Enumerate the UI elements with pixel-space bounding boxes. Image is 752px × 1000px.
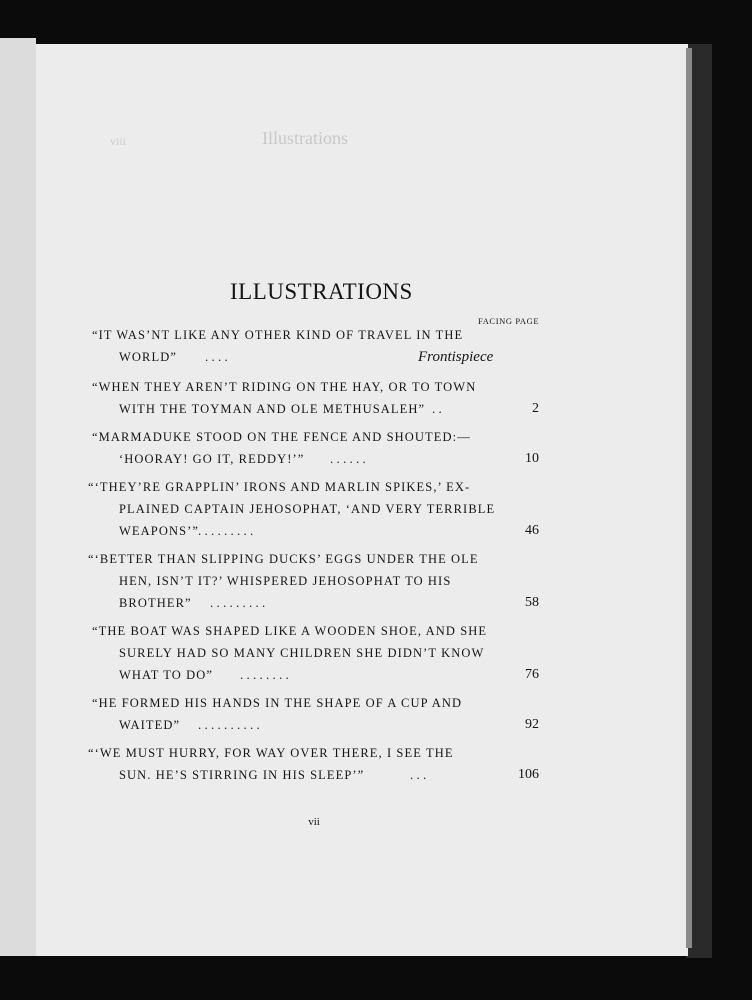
entry-line: WEAPONS’” — [119, 524, 200, 538]
entry-line: BROTHER” — [119, 596, 192, 610]
page-title: ILLUSTRATIONS — [230, 279, 413, 304]
entry-line: “WHEN THEY AREN’T RIDING ON THE HAY, OR TO TOWN — [92, 380, 477, 394]
left-page-edge — [0, 38, 36, 956]
page-block-edge — [686, 48, 692, 948]
entry-page-number: 46 — [525, 523, 539, 538]
entry-page-number: 106 — [518, 767, 539, 782]
entry-line: “‘THEY’RE GRAPPLIN’ IRONS AND MARLIN SPIKES,’ EX- — [88, 480, 471, 494]
entry-line: “‘BETTER THAN SLIPPING DUCKS’ EGGS UNDER THE OLE — [88, 552, 479, 566]
page-folio: vii — [308, 816, 320, 828]
entry-page-number: 2 — [532, 401, 539, 416]
entry-line: “THE BOAT WAS SHAPED LIKE A WOODEN SHOE, AND SHE — [92, 624, 488, 638]
bleed-through-running-head: viii — [110, 134, 127, 148]
entry-line: WAITED” — [119, 718, 181, 732]
entry-line: ‘HOORAY! GO IT, REDDY!’” — [119, 452, 305, 466]
leader-dots: . . . . . . . . . — [210, 595, 266, 610]
entry-page-number: 76 — [525, 667, 539, 682]
leader-dots: . . . . . . . . . — [198, 523, 254, 538]
entry-line: “IT WAS’NT LIKE ANY OTHER KIND OF TRAVEL IN THE — [92, 328, 464, 342]
leader-dots: . . . . — [205, 349, 228, 364]
leader-dots: . . . . . . . . — [240, 667, 289, 682]
entry-line: SURELY HAD SO MANY CHILDREN SHE DIDN’T KNOW — [119, 646, 485, 660]
bleed-through-title: Illustrations — [262, 128, 348, 148]
entry-line: WITH THE TOYMAN AND OLE METHUSALEH” — [119, 402, 426, 416]
entry-line: HEN, ISN’T IT?’ WHISPERED JEHOSOPHAT TO HIS — [119, 574, 452, 588]
entry-line: WHAT TO DO” — [119, 668, 214, 682]
entry-page-number: 58 — [525, 595, 539, 610]
leader-dots: . . . . . . — [330, 451, 366, 466]
entry-line: “‘WE MUST HURRY, FOR WAY OVER THERE, I SEE THE — [88, 746, 454, 760]
entry-line: “HE FORMED HIS HANDS IN THE SHAPE OF A CUP AND — [92, 696, 463, 710]
entry-page-number: 92 — [525, 717, 539, 732]
entry-line: “MARMADUKE STOOD ON THE FENCE AND SHOUTED:— — [92, 430, 471, 444]
entry-page-number: 10 — [525, 451, 539, 466]
leader-dots: . . . — [410, 767, 427, 782]
facing-page-label: FACING PAGE — [478, 316, 540, 326]
entry-line: WORLD” — [119, 350, 177, 364]
leader-dots: . . . . . . . . . . — [198, 717, 260, 732]
leader-dots: . . — [432, 401, 442, 416]
entry-line: PLAINED CAPTAIN JEHOSOPHAT, ‘AND VERY TERRIBLE — [119, 502, 496, 516]
entry-page-number: Frontispiece — [418, 349, 494, 365]
entry-line: SUN. HE’S STIRRING IN HIS SLEEP’” — [119, 768, 365, 782]
